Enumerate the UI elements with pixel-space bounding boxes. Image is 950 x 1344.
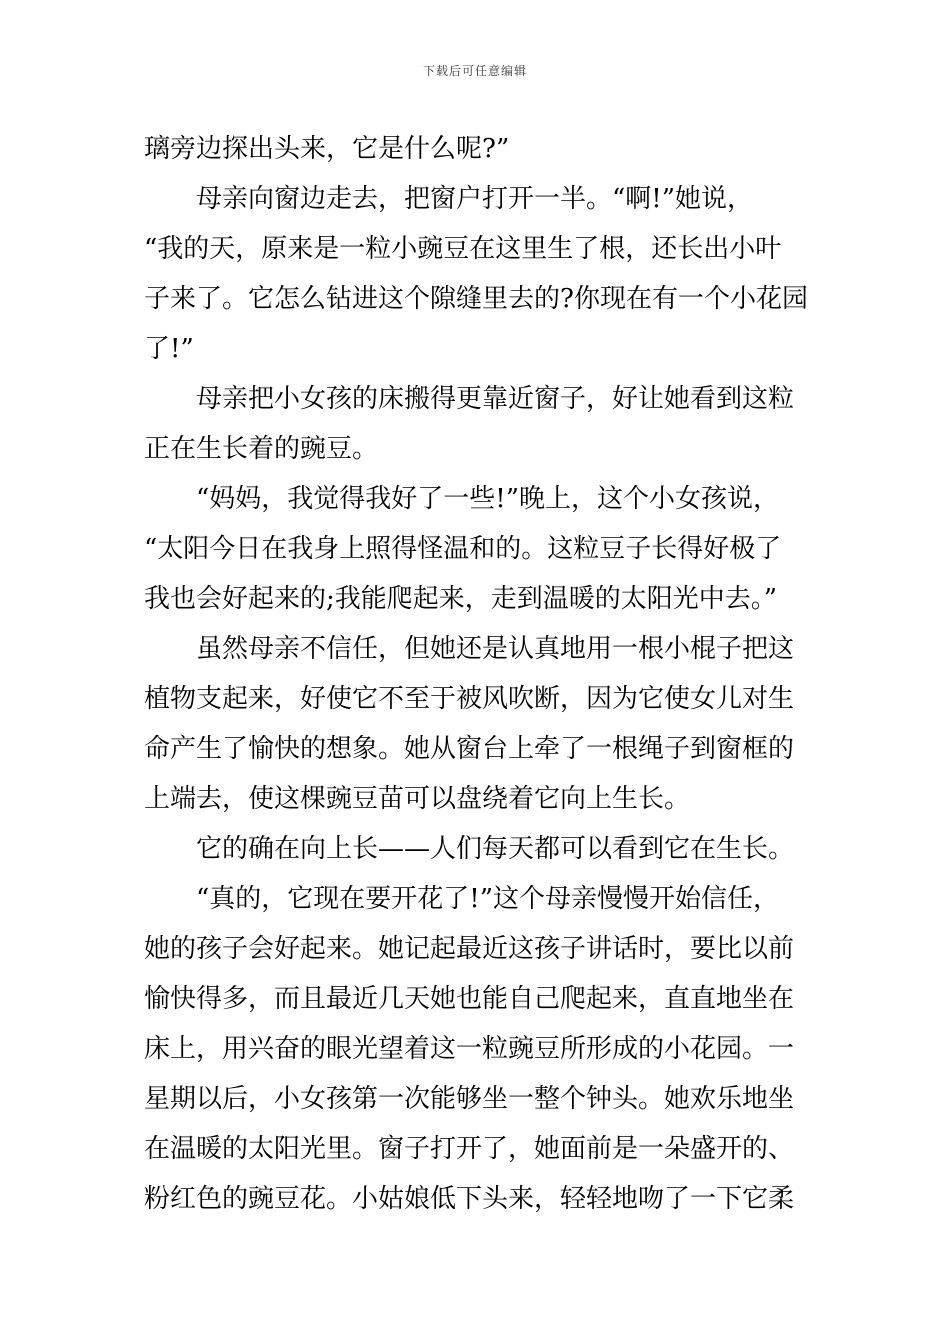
text-line: 上端去，使这棵豌豆苗可以盘绕着它向上生长。: [144, 784, 691, 814]
text-line: 愉快得多，而且最近几天她也能自己爬起来，直直地坐在: [144, 984, 795, 1014]
text-line: 在温暖的太阳光里。窗子打开了，她面前是一朵盛开的、: [144, 1134, 795, 1164]
text-line: 它的确在向上长——人们每天都可以看到它在生长。: [196, 834, 795, 864]
text-line: 虽然母亲不信任，但她还是认真地用一根小棍子把这: [196, 634, 795, 664]
text-line: 粉红色的豌豆花。小姑娘低下头来，轻轻地吻了一下它柔: [144, 1184, 795, 1214]
text-line: 她的孩子会好起来。她记起最近这孩子讲话时，要比以前: [144, 934, 795, 964]
text-line: “真的，它现在要开花了!”这个母亲慢慢开始信任，: [196, 884, 780, 914]
text-line: “我的天，原来是一粒小豌豆在这里生了根，还长出小叶: [144, 234, 782, 264]
text-line: 母亲向窗边走去，把窗户打开一半。“啊!”她说，: [196, 184, 754, 214]
text-line: 我也会好起来的;我能爬起来，走到温暖的太阳光中去。”: [144, 584, 778, 614]
text-line: 植物支起来，好使它不至于被风吹断，因为它使女儿对生: [144, 684, 795, 714]
text-line: 了!”: [144, 334, 194, 364]
text-line: 星期以后，小女孩第一次能够坐一整个钟头。她欢乐地坐: [144, 1084, 795, 1114]
text-line: 正在生长着的豌豆。: [144, 434, 379, 464]
text-line: 璃旁边探出头来，它是什么呢?”: [144, 134, 510, 164]
text-line: “太阳今日在我身上照得怪温和的。这粒豆子长得好极了: [144, 534, 782, 564]
text-line: 母亲把小女孩的床搬得更靠近窗子，好让她看到这粒: [196, 384, 795, 414]
text-line: “妈妈，我觉得我好了一些!”晚上，这个小女孩说，: [196, 484, 780, 514]
text-line: 命产生了愉快的想象。她从窗台上牵了一根绳子到窗框的: [144, 734, 795, 764]
text-line: 床上，用兴奋的眼光望着这一粒豌豆所形成的小花园。一: [144, 1034, 795, 1064]
document-body: [144, 124, 814, 1224]
page-header: 下载后可任意编辑: [422, 64, 527, 78]
text-line: 子来了。它怎么钻进这个隙缝里去的?你现在有一个小花园: [144, 284, 808, 314]
